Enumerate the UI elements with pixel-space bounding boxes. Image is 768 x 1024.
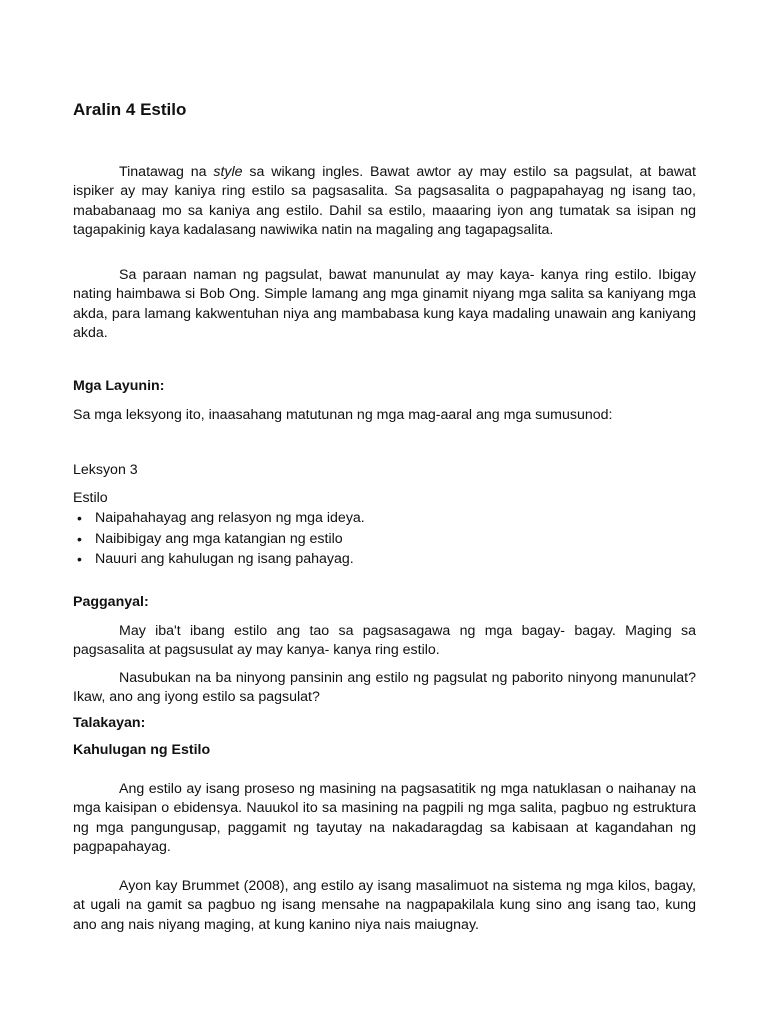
list-item-text: Naibibigay ang mga katangian ng estilo [95,530,343,547]
objectives-list [73,508,365,570]
bullet-icon: • [77,551,82,567]
bullet-icon: • [77,530,82,547]
lesson-title: Aralin 4 Estilo [73,100,187,119]
intro-p1-emphasis: style [213,164,243,180]
intro-paragraph-1 [73,163,696,240]
pagganyal-paragraph-1: May iba't ibang estilo ang tao sa pagsasagawa ng mga bagay- bagay. Maging sa pagsasalita at pagsusulat ay may kanya- kanya ring estilo. [73,623,696,659]
kahulugan-subheading: Kahulugan ng Estilo [73,742,211,758]
layunin-heading: Mga Layunin: [73,378,165,394]
pagganyal-heading: Pagganyal: [73,594,149,610]
leksyon-label: Leksyon 3 [73,462,138,478]
talakayan-paragraph-2: Ayon kay Brummet (2008), ang estilo ay isang masalimuot na sistema ng mga kilos, bagay, at ugali na gamit sa pagbuo ng isang mensahe na nagpapakilala kung sino ang isang tao, kung ano ang nais niyang maging, at kung kanino niya nais maiugnay. [73,878,696,933]
pagganyal-paragraph-2: Nasubukan na ba ninyong pansinin ang estilo ng pagsulat ng paborito ninyong manunulat? Ikaw, ano ang iyong estilo sa pagsulat? [73,670,696,706]
list-item [73,529,365,550]
intro-p1-rest: sa wikang ingles. Bawat awtor ay may estilo sa pagsulat, at bawat ispiker ay may kaniya ring estilo sa pagsasalita. Sa pagsasalita o pagpapahayag ng isang tao, mababanaag mo sa kaniya ang estilo. Dahil sa estilo, maaaring iyon ang tumatak sa isipan ng tagapakinig kaya kadalasang nawiwika natin na magaling ang tagapagsalita. [73,164,696,238]
bullet-icon: • [77,510,82,526]
intro-paragraph-2: Sa paraan naman ng pagsulat, bawat manunulat ay may kaya- kanya ring estilo. Ibigay nating haimbawa si Bob Ong. Simple lamang ang mga ginamit niyang mga salita sa kaniyang mga akda, para lamang kakwentuhan niya ang mambabasa kung kaya madaling unawain ang kaniyang akda. [73,267,696,341]
talakayan-heading: Talakayan: [73,715,146,731]
list-item-text: Naipahahayag ang relasyon ng mga ideya. [95,510,365,526]
talakayan-paragraph-1: Ang estilo ay isang proseso ng masining na pagsasatitik ng mga natuklasan o naihanay na mga kaisipan o ebidensya. Nauukol ito sa masining na pagpili ng mga salita, pagbuo ng estruktura ng mga pangungusap, paggamit ng tayutay na nakadaragdag sa kabisaan at kagandahan ng pagpapahayag. [73,781,696,855]
intro-p1-start: Tinatawag na [119,164,214,180]
layunin-text: Sa mga leksyong ito, inaasahang matutunan ng mga mag-aaral ang mga sumusunod: [73,407,613,423]
list-item [73,508,365,529]
list-item [73,549,365,570]
leksyon-topic: Estilo [73,490,108,506]
list-item-text: Nauuri ang kahulugan ng isang pahayag. [95,551,354,567]
